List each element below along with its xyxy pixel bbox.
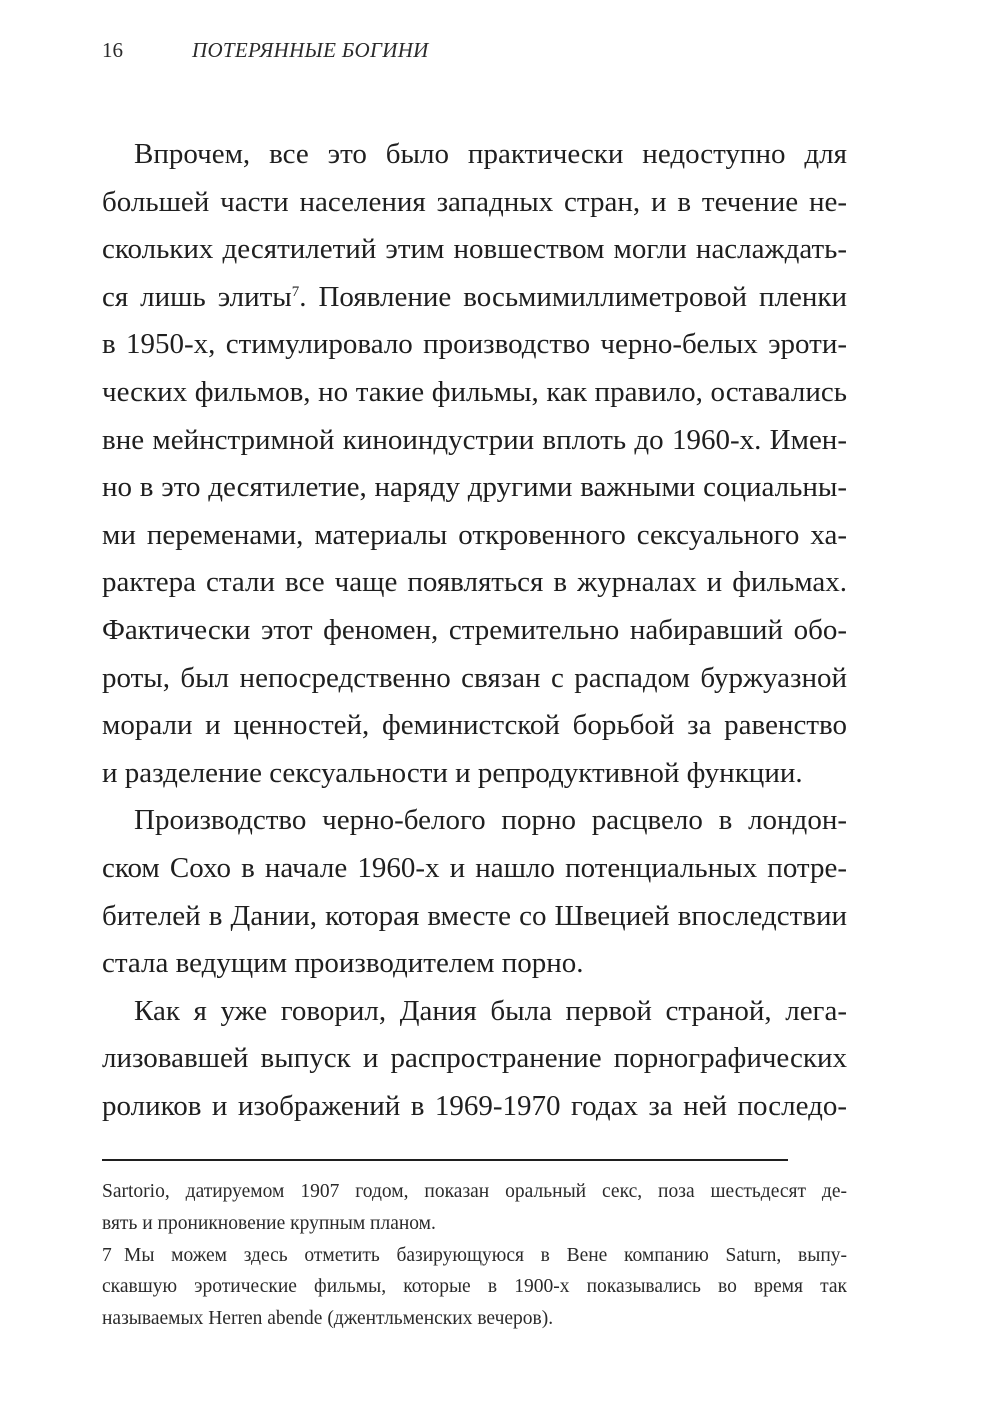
running-header [102, 36, 847, 64]
paragraph-2 [102, 797, 847, 987]
footnote-7 [102, 1240, 847, 1335]
text-line: рактера стали все чаще появляться в журналах и фильмах. [102, 566, 847, 599]
text-line: ческих фильмов, но такие фильмы, как правило, оставались [102, 375, 847, 408]
text-fragment: . Появление восьмимиллиметровой пленки [299, 280, 847, 313]
footnote-ref-7[interactable]: 7 [291, 283, 300, 300]
main-text [102, 131, 847, 1130]
text-line: бителей в Дании, которая вместе со Швецией впоследствии [102, 899, 847, 932]
text-line: стала ведущим производителем порно. [102, 947, 584, 980]
text-line: Производство черно-белого порно расцвело в лондон- [134, 804, 847, 837]
text-line: лизовавшей выпуск и распространение порнографических [102, 1042, 847, 1075]
book-title: ПОТЕРЯННЫЕ БОГИНИ [192, 38, 429, 62]
footnote-number: 7 [102, 1244, 112, 1266]
text-line: Впрочем, все это было практически недоступно для [134, 138, 847, 170]
paragraph-3 [102, 988, 847, 1131]
text-line: ми переменами, материалы откровенного сексуального ха- [102, 518, 847, 551]
text-line: роты, был непосредственно связан с распадом буржуазной [102, 661, 847, 694]
text-line: Как я уже говорил, Дания была первой страной, лега- [134, 994, 847, 1027]
text-line: скольких десятилетий этим новшеством могли наслаждать- [102, 233, 847, 266]
text-line: и разделение сексуальности и репродуктивной функции. [102, 756, 803, 789]
footnote-line: Sartorio, датируемом 1907 годом, показан оральный секс, поза шестьдесят де- [102, 1181, 847, 1202]
footnote-continuation [102, 1176, 847, 1240]
footnote-line [102, 1240, 847, 1272]
footnote-line: называемых Herren abende (джентльменских вечеров). [102, 1308, 554, 1330]
text-line: большей части населения западных стран, и в течение не- [102, 185, 847, 218]
footnote-line: скавшую эротические фильмы, которые в 1900-х показывались во время так [102, 1276, 847, 1298]
text-line: ском Сохо в начале 1960-х и нашло потенциальных потре- [102, 851, 847, 884]
page-number: 16 [102, 38, 123, 62]
footnote-text: Мы можем здесь отметить базирующуюся в Вене компанию Saturn, выпу- [124, 1244, 847, 1266]
footnote-divider [102, 1159, 788, 1161]
text-line-with-note [102, 274, 847, 322]
text-line: роликов и изображений в 1969-1970 годах за ней последо- [102, 1089, 847, 1122]
text-line: морали и ценностей, феминистской борьбой за равенство [102, 709, 847, 742]
footnote-line: вять и проникновение крупным планом. [102, 1212, 436, 1234]
footnotes [102, 1176, 847, 1335]
text-line: вне мейнстримной киноиндустрии вплоть до 1960-х. Имен- [102, 423, 847, 456]
text-line: в 1950-х, стимулировало производство черно-белых эроти- [102, 328, 847, 361]
text-line: Фактически этот феномен, стремительно набиравший обо- [102, 613, 847, 646]
paragraph-1 [102, 131, 847, 797]
text-fragment: ся лишь элиты [102, 280, 292, 313]
text-line: но в это десятилетие, наряду другими важными социальны- [102, 471, 847, 504]
